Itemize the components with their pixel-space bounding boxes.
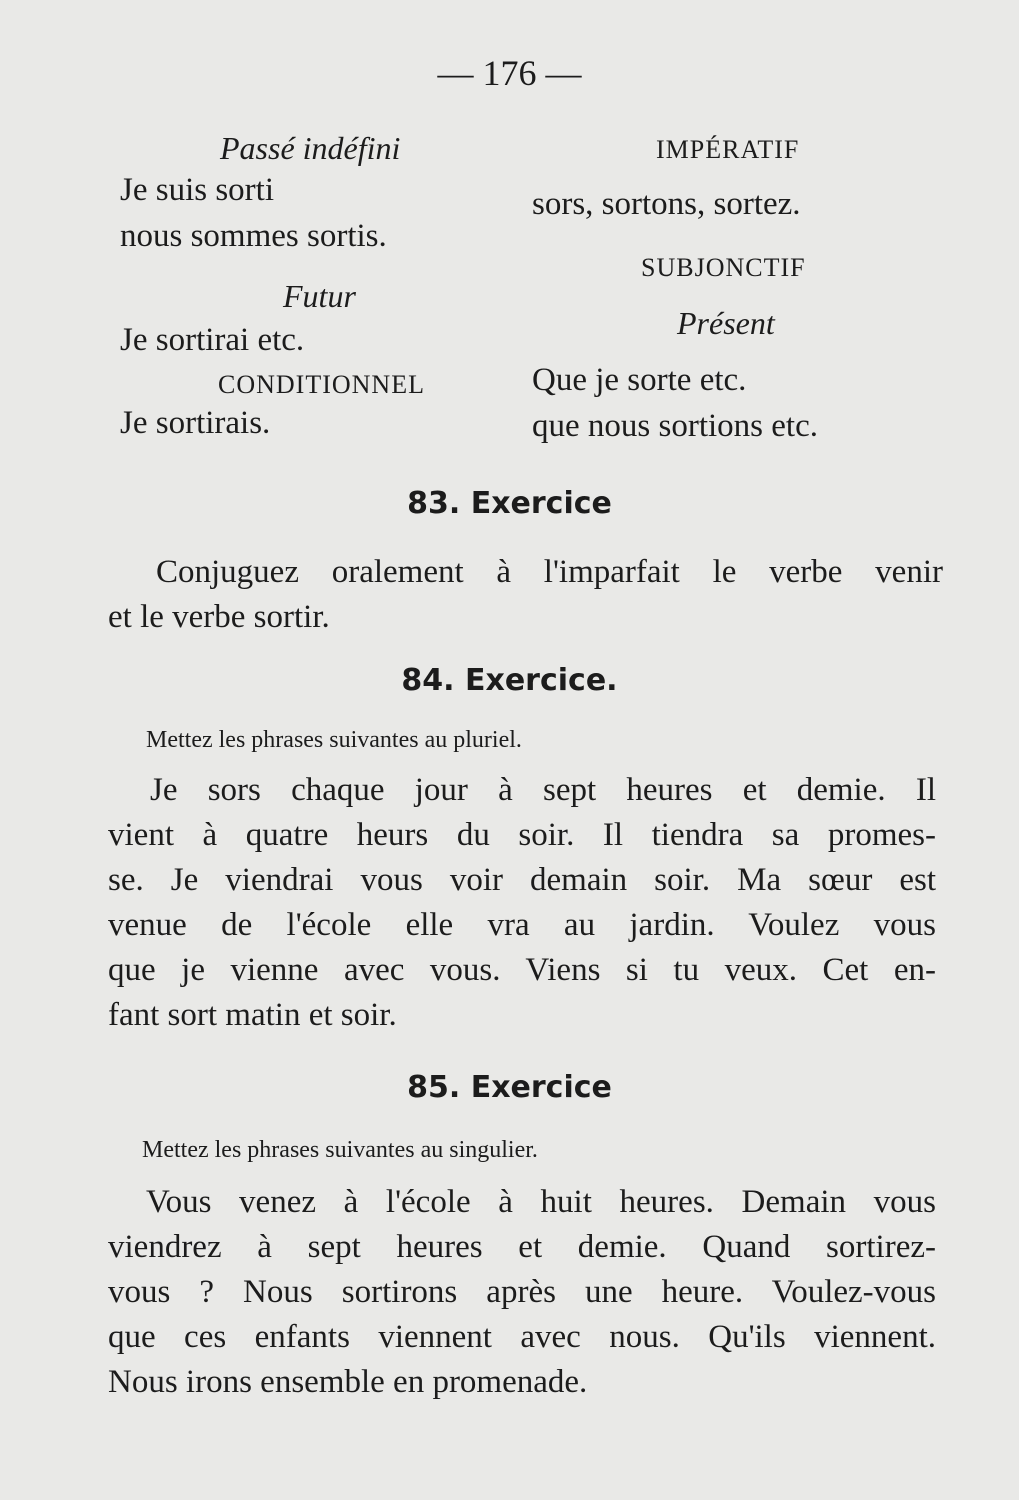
page-number: — 176 — (437, 53, 582, 93)
imperatif-heading: IMPÉRATIF (656, 135, 800, 164)
exercise-85-title: 85. Exercice (407, 1070, 612, 1105)
exercise-84-instruction: Mettez les phrases suivantes au pluriel. (146, 727, 522, 753)
exercise-85-line: viendrez à sept heures et demie. Quand sortirez- (108, 1229, 936, 1265)
exercise-84-title: 84. Exercice. (401, 663, 618, 698)
present-heading: Présent (677, 305, 775, 341)
exercise-85-text (108, 1180, 936, 1405)
futur-heading: Futur (283, 278, 356, 314)
exercise-84-line: que je vienne avec vous. Viens si tu veux. Cet en- (108, 952, 936, 988)
exercise-85-line: Nous irons ensemble en promenade. (108, 1364, 588, 1400)
exercise-84-line: fant sort matin et soir. (108, 997, 397, 1033)
passe-line-1: Je suis sorti (120, 172, 275, 208)
exercise-84-line: venue de l'école elle vra au jardin. Voulez vous (108, 907, 936, 943)
futur-line: Je sortirai etc. (120, 322, 305, 358)
exercise-85-line: que ces enfants viennent avec nous. Qu'ils viennent. (108, 1319, 936, 1355)
exercise-84-line: vient à quatre heurs du soir. Il tiendra sa promes- (108, 817, 936, 853)
conditionnel-heading: CONDITIONNEL (218, 370, 425, 399)
passe-indefini-heading: Passé indéfini (220, 130, 401, 166)
exercise-84-text (108, 768, 936, 1038)
imperatif-line: sors, sortons, sortez. (532, 186, 801, 222)
exercise-85-line: vous ? Nous sortirons après une heure. Voulez-vous (108, 1274, 936, 1310)
exercise-85-instruction: Mettez les phrases suivantes au singulier. (142, 1137, 538, 1163)
passe-line-2: nous sommes sortis. (120, 218, 387, 254)
subjonctif-heading: SUBJONCTIF (641, 253, 806, 282)
present-line-2: que nous sortions etc. (532, 408, 818, 444)
exercise-83-title: 83. Exercice (407, 486, 612, 521)
exercise-83-line: et le verbe sortir. (108, 599, 330, 635)
exercise-83-line: Conjuguez oralement à l'imparfait le verbe venir (156, 554, 943, 590)
exercise-85-line: Vous venez à l'école à huit heures. Demain vous (146, 1184, 936, 1220)
present-line-1: Que je sorte etc. (532, 362, 747, 398)
exercise-84-line: se. Je viendrai vous voir demain soir. Ma sœur est (108, 862, 936, 898)
exercise-83-text (108, 550, 943, 640)
conditionnel-line: Je sortirais. (120, 405, 271, 441)
exercise-84-line: Je sors chaque jour à sept heures et demie. Il (150, 772, 936, 808)
